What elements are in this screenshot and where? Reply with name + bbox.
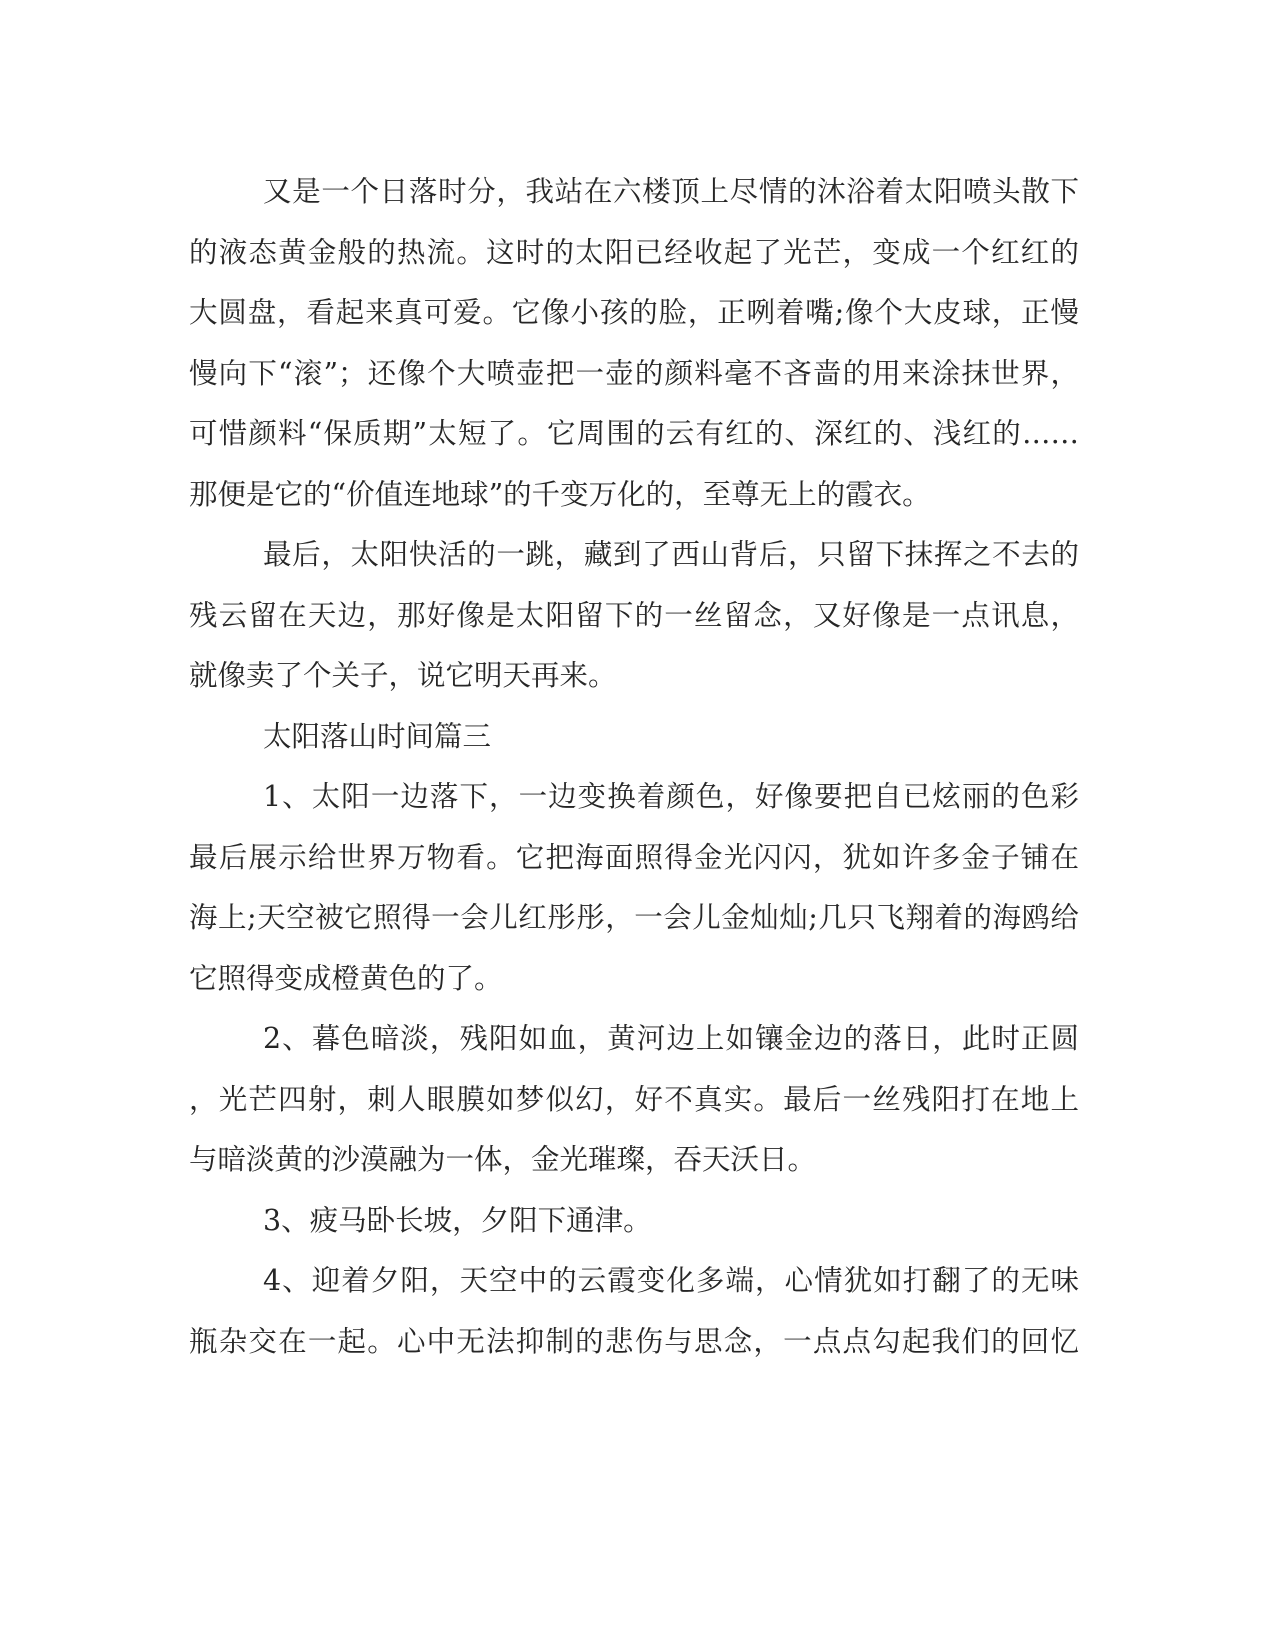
item-2-line-1: 2、暮色暗淡，残阳如血，黄河边上如镶金边的落日，此时正圆 xyxy=(263,1022,1079,1055)
document-body xyxy=(189,162,1079,1372)
item-1-line-2: 最后展示给世界万物看。它把海面照得金光闪闪，犹如许多金子铺在 xyxy=(189,840,1079,874)
paragraph-1-line-1: 又是一个日落时分，我站在六楼顶上尽情的沐浴着太阳喷头散下 xyxy=(263,175,1079,208)
item-4-line-1: 4、迎着夕阳，天空中的云霞变化多端，心情犹如打翻了的无味 xyxy=(263,1264,1079,1297)
paragraph-1-line-5: 可惜颜料“保质期”太短了。它周围的云有红的、深红的、浅红的…… xyxy=(189,417,1079,450)
item-1-line-4: 它照得变成橙黄色的了。 xyxy=(189,961,503,995)
item-3-line-1: 3、疲马卧长坡，夕阳下通津。 xyxy=(263,1203,652,1237)
paragraph-2-line-1: 最后，太阳快活的一跳，藏到了西山背后，只留下抹挥之不去的 xyxy=(263,538,1079,571)
paragraph-2-line-2: 残云留在天边，那好像是太阳留下的一丝留念，又好像是一点讯息， xyxy=(189,598,1079,632)
paragraph-2-line-3: 就像卖了个关子，说它明天再来。 xyxy=(189,659,617,692)
item-2-line-2: ，光芒四射，刺人眼膜如梦似幻，好不真实。最后一丝残阳打在地上 xyxy=(189,1082,1079,1116)
item-2-line-3: 与暗淡黄的沙漠融为一体，金光璀璨，吞天沃日。 xyxy=(189,1143,817,1176)
item-4-line-2: 瓶杂交在一起。心中无法抑制的悲伤与思念，一点点勾起我们的回忆 xyxy=(189,1324,1079,1358)
paragraph-1-line-4: 慢向下“滚”；还像个大喷壶把一壶的颜料毫不吝啬的用来涂抹世界， xyxy=(189,356,1079,390)
item-1-line-3: 海上;天空被它照得一会儿红彤彤，一会儿金灿灿;几只飞翔着的海鸥给 xyxy=(189,901,1079,934)
paragraph-1-line-3: 大圆盘，看起来真可爱。它像小孩的脸，正咧着嘴;像个大皮球，正慢 xyxy=(189,296,1079,329)
paragraph-1-line-6: 那便是它的“价值连地球”的千变万化的，至尊无上的霞衣。 xyxy=(189,477,931,511)
section-heading: 太阳落山时间篇三 xyxy=(263,719,492,753)
paragraph-1-line-2: 的液态黄金般的热流。这时的太阳已经收起了光芒，变成一个红红的 xyxy=(189,235,1079,269)
item-1-line-1: 1、太阳一边落下，一边变换着颜色，好像要把自已炫丽的色彩 xyxy=(263,780,1079,813)
